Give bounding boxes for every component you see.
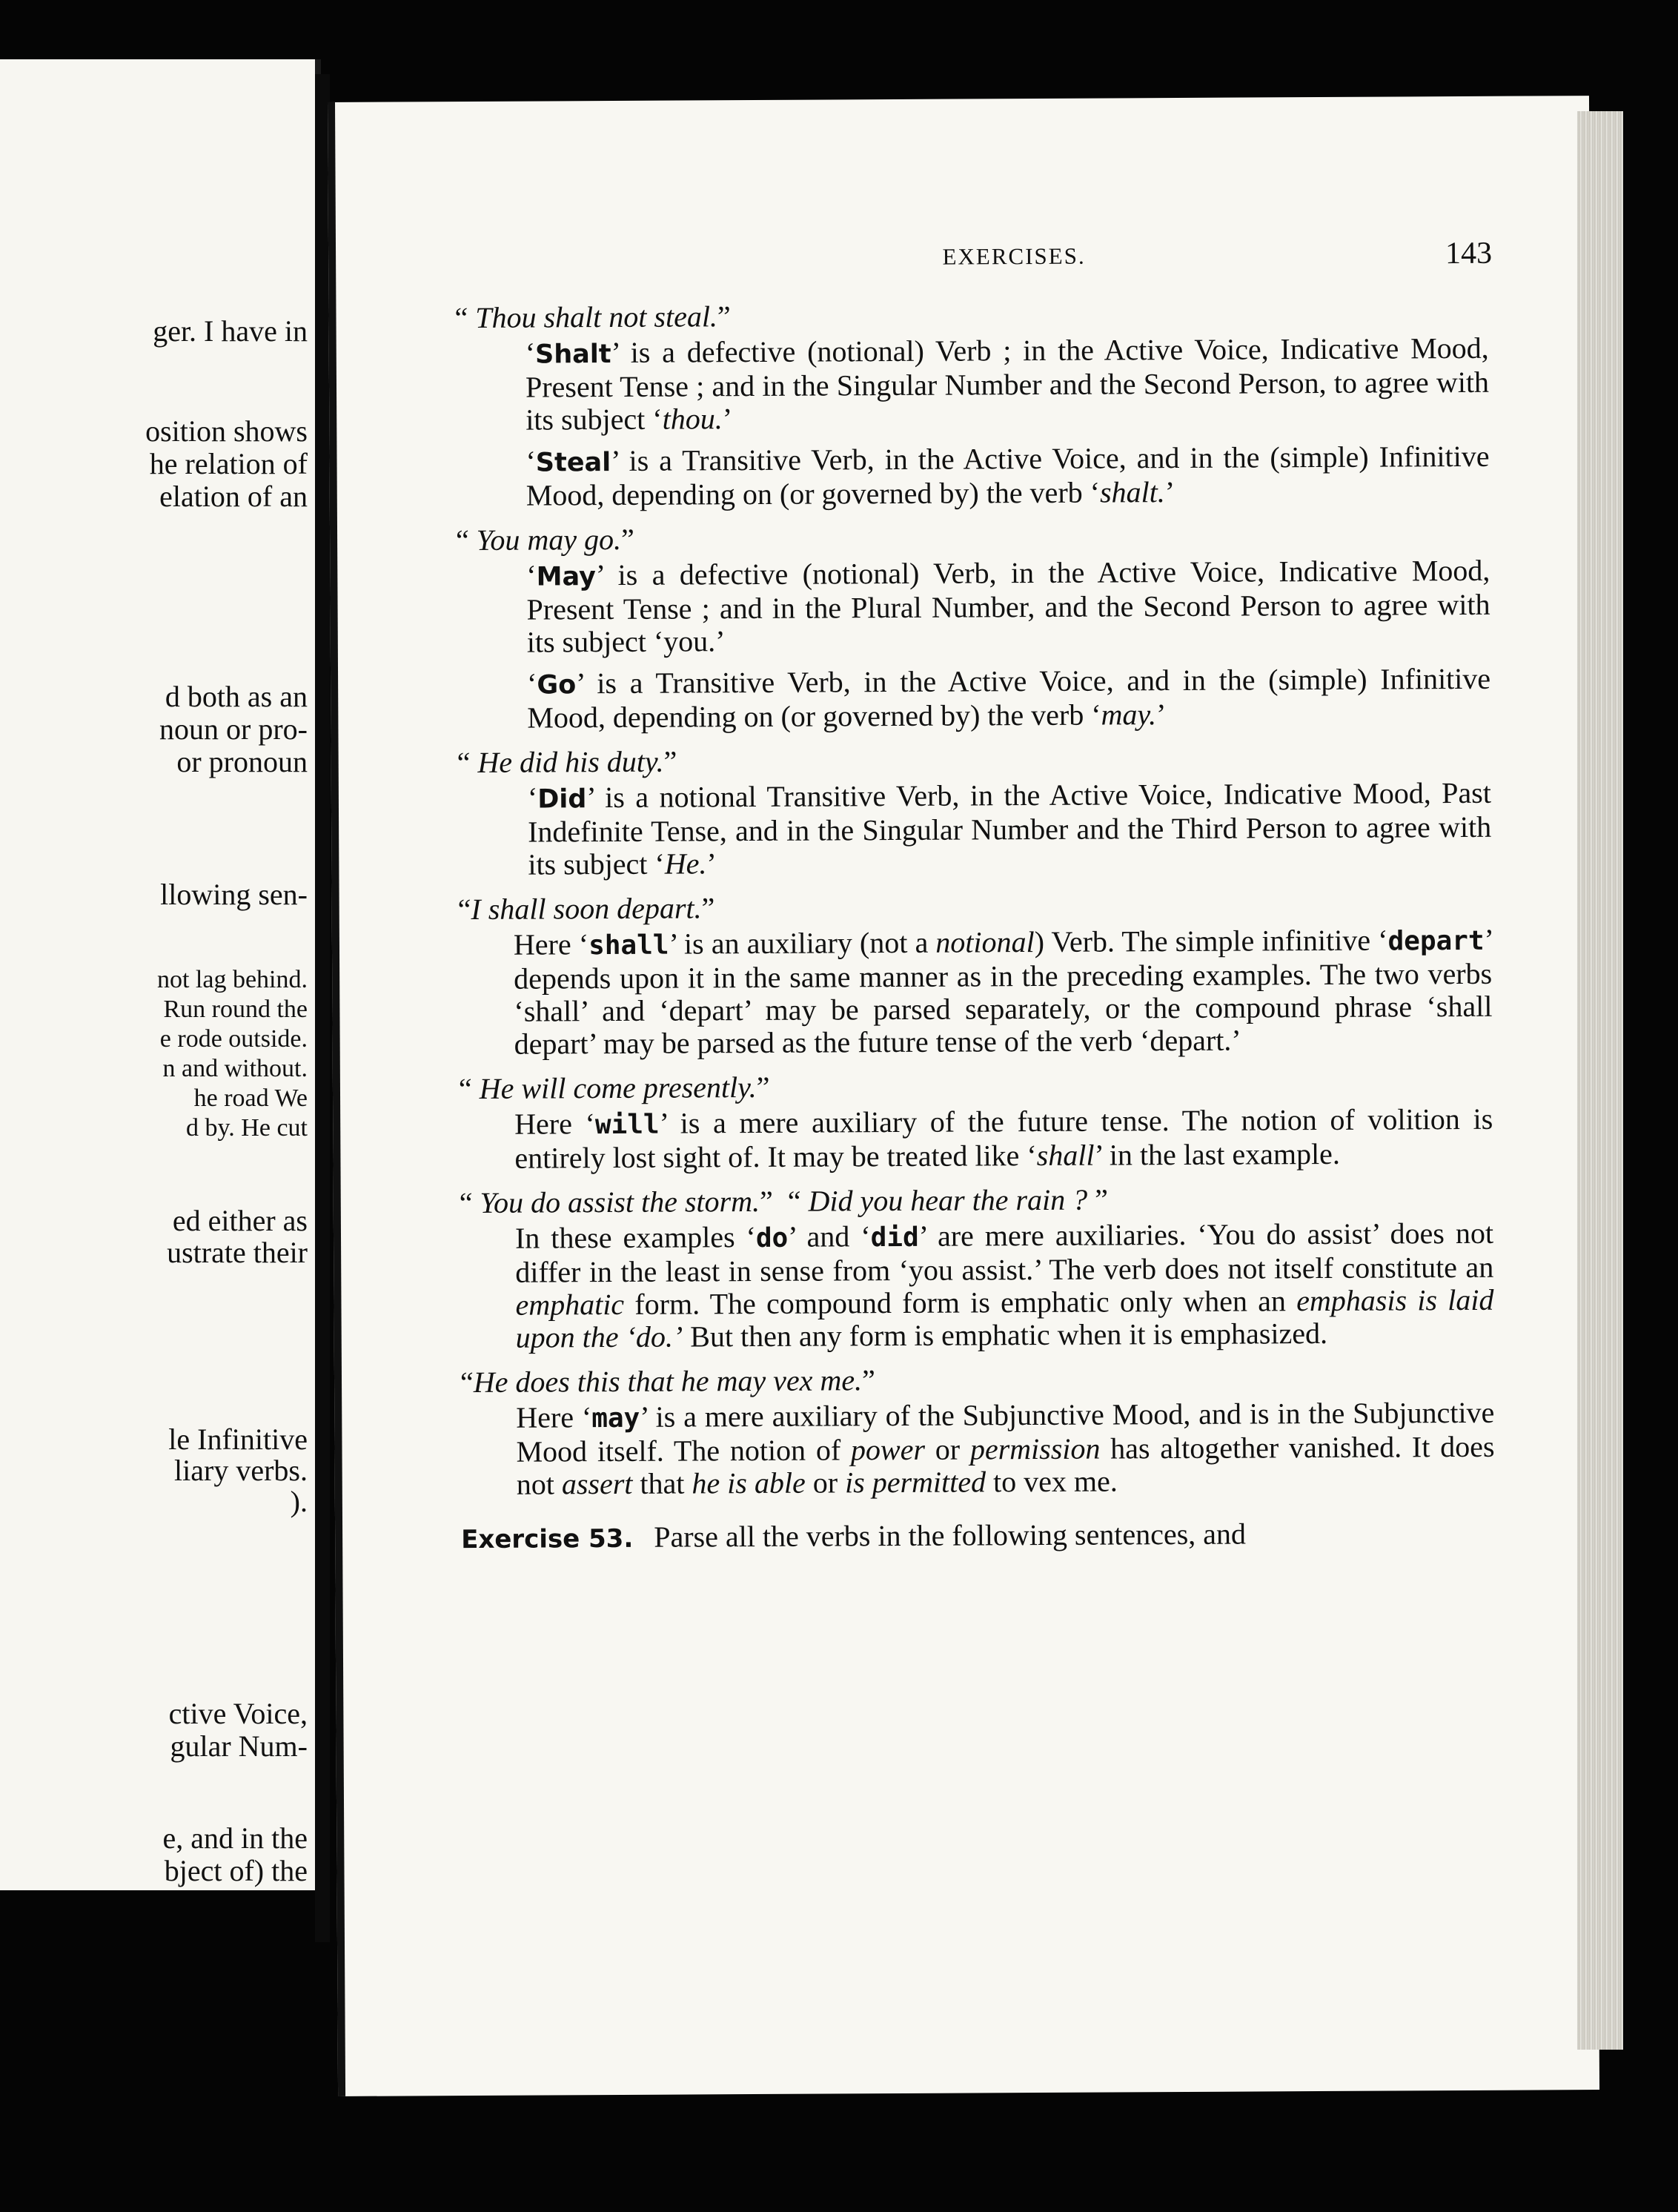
exercise-instruction: Parse all the verbs in the following sentences, and (654, 1517, 1247, 1554)
exercise-heading (461, 1517, 1495, 1556)
facing-page-line: gular Num- (170, 1729, 308, 1763)
example-quote: “ You do assist the storm.” “ Did you hear the rain ? ” (459, 1182, 1109, 1220)
facing-page-line: he road We (193, 1085, 308, 1112)
facing-page-line: llowing sen- (160, 878, 308, 911)
facing-page-line: ed either as (172, 1204, 308, 1237)
facing-page-line: e, and in the (162, 1821, 308, 1855)
facing-page-line: le Infinitive (168, 1423, 308, 1456)
example-thou-shalt (454, 297, 1489, 512)
facing-page-line: Run round the (163, 996, 308, 1023)
example-quote: “I shall soon depart.” (457, 891, 715, 927)
facing-page-line: ). (290, 1485, 308, 1518)
page-edge (1577, 111, 1623, 2050)
facing-page-line: he relation of (149, 447, 308, 480)
facing-page-line: e rode outside. (159, 1025, 308, 1053)
page-number: 143 (1445, 236, 1493, 271)
explanation-paragraph: Here ‘will’ is a mere auxiliary of the future tense. The notion of volition is entirely lost sight of. It may be treated like ‘shall’ in the last example. (514, 1102, 1493, 1175)
example-he-did-his-duty (457, 741, 1492, 881)
example-quote: “ Thou shalt not steal.” (454, 299, 731, 335)
example-he-may-vex-me (460, 1361, 1495, 1501)
book-page (328, 96, 1599, 2096)
facing-page-line: n and without. (162, 1055, 308, 1082)
example-i-shall-soon-depart (458, 888, 1493, 1061)
book-gutter (315, 74, 330, 1942)
explanation-paragraph: In these examples ‘do’ and ‘did’ are mere auxiliaries. ‘You do assist’ does not differ in the least in sense from ‘you assist.’ The verb does not itself constitute an emphatic form. The compound form is emphatic only when an emphasis is laid upon the ‘do.’ But then any form is emphatic when it is emphasized. (514, 1216, 1494, 1354)
example-you-may-go (456, 519, 1490, 735)
page-content (454, 297, 1495, 1556)
facing-page-line: ustrate their (167, 1236, 308, 1269)
facing-page (0, 59, 321, 1890)
parse-entry: ‘Go’ is a Transitive Verb, in the Active Voice, and in the (simple) Infinitive Mood, depending on (or governed by) the verb ‘may.’ (526, 661, 1491, 735)
explanation-paragraph: Here ‘may’ is a mere auxiliary of the Subjunctive Mood, and is in the Subjunctive Mood itself. The notion of power or permission has altogether vanished. It does not assert that he is able or is permitted to vex me. (516, 1395, 1495, 1501)
explanation-paragraph: Here ‘shall’ is an auxiliary (not a notional) Verb. The simple infinitive ‘depart’ depends upon it in the same manner as in the preceding examples. The two verbs ‘shall’ and ‘depart’ may be parsed separately, or the compound phrase ‘shall depart’ may be parsed as the future tense of the verb ‘depart.’ (513, 922, 1493, 1061)
facing-page-line: bject of) the (164, 1854, 308, 1887)
exercise-label: Exercise 53. (461, 1523, 634, 1555)
example-quote: “ He will come presently.” (458, 1070, 770, 1106)
example-quote: “He does this that he may vex me.” (460, 1363, 875, 1400)
running-head: EXERCISES. (942, 242, 1086, 270)
parse-entry: ‘Did’ is a notional Transitive Verb, in the Active Voice, Indicative Mood, Past Indefinite Tense, and in the Singular Number and the Third Person to agree with its subject ‘He.’ (527, 775, 1492, 881)
facing-page-line: liary verbs. (174, 1454, 308, 1487)
example-quote: “ You may go.” (455, 522, 634, 557)
facing-page-line: not lag behind. (156, 966, 308, 993)
example-do-did (460, 1182, 1494, 1354)
facing-page-line: d both as an (165, 680, 308, 713)
facing-page-line: noun or pro- (159, 712, 308, 746)
example-quote: “ He did his duty.” (457, 744, 677, 780)
facing-page-line: elation of an (159, 480, 308, 513)
parse-entry: ‘Steal’ is a Transitive Verb, in the Active Voice, and in the (simple) Infinitive Mood, depending on (or governed by) the verb ‘shalt.’ (525, 439, 1490, 512)
facing-page-line: d by. He cut (186, 1114, 308, 1142)
facing-page-line: ger. I have in (153, 314, 308, 348)
example-he-will-come (459, 1067, 1493, 1175)
parse-entry: ‘Shalt’ is a defective (notional) Verb ; in the Active Voice, Indicative Mood, Present Tense ; and in the Singular Number and the Second Person, to agree with its subject ‘thou.’ (525, 331, 1490, 437)
facing-page-line: or pronoun (176, 745, 308, 778)
facing-page-line: osition shows (145, 414, 308, 448)
parse-entry: ‘May’ is a defective (notional) Verb, in the Active Voice, Indicative Mood, Present Tense ; and in the Plural Number, and the Second Person to agree with its subject ‘you.’ (526, 553, 1490, 659)
facing-page-line: ctive Voice, (168, 1697, 308, 1730)
